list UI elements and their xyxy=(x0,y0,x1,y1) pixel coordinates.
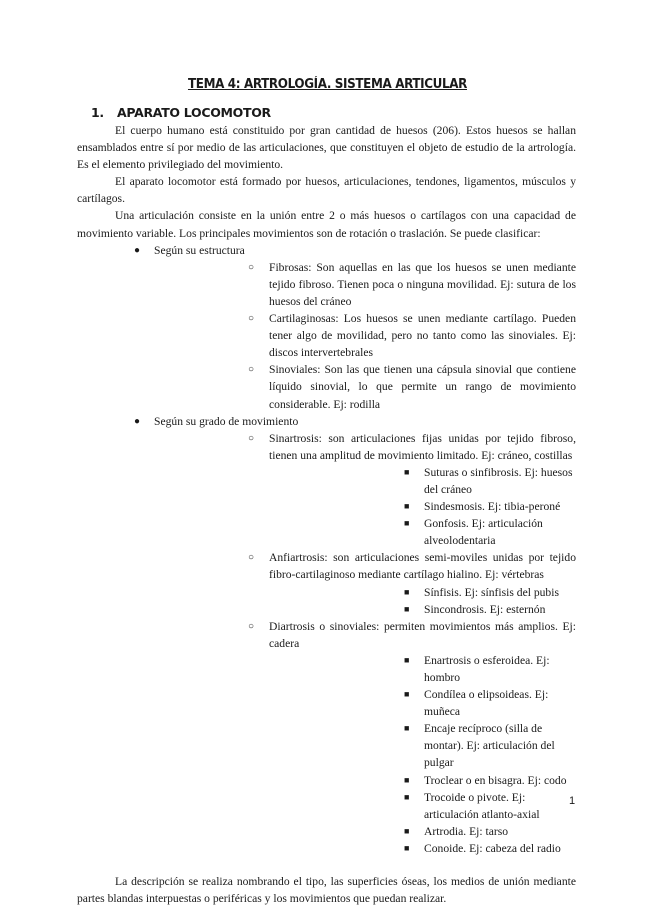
sublist xyxy=(154,430,576,857)
list-item xyxy=(269,515,576,549)
list-item-text: Trocoide o pivote. Ej: articulación atlanto-axial xyxy=(424,790,540,821)
bullet-filled-circle-icon: ● xyxy=(134,415,141,427)
list-item xyxy=(77,413,576,857)
section-heading xyxy=(91,104,271,121)
list-item-text: Artrodia. Ej: tarso xyxy=(424,824,509,838)
paragraph: El aparato locomotor está formado por huesos, articulaciones, tendones, ligamentos, músculos y cartílagos. xyxy=(77,175,576,206)
bullet-hollow-circle-icon: ○ xyxy=(248,552,255,564)
bullet-square-icon: ■ xyxy=(404,774,410,785)
bullet-hollow-circle-icon: ○ xyxy=(248,620,255,632)
list-item xyxy=(269,840,576,857)
list-item xyxy=(269,686,576,720)
list-item-text: Sincondrosis. Ej: esternón xyxy=(424,602,546,616)
bullet-hollow-circle-icon: ○ xyxy=(248,313,255,325)
paragraph: Una articulación consiste en la unión entre 2 o más huesos o cartílagos con una capacidad de movimiento variable. Los principales movimientos son de rotación o traslación. Se puede clasificar: xyxy=(77,209,576,240)
list-item-text: Anfiartrosis: son articulaciones semi-moviles unidas por tejido fibro-cartilaginoso mediante cartílago hialino. Ej: vértebras xyxy=(269,551,576,582)
spacer xyxy=(77,857,576,873)
classification-list xyxy=(77,242,576,857)
list-item-text: Diartrosis o sinoviales: permiten movimientos más amplios. Ej: cadera xyxy=(269,619,576,650)
list-item-text: Sindesmosis. Ej: tibia-peroné xyxy=(424,500,561,514)
list-item-text: Gonfosis. Ej: articulación alveolodentaria xyxy=(424,517,543,548)
list-item xyxy=(269,601,576,618)
list-item xyxy=(77,242,576,413)
sublist xyxy=(269,464,576,549)
document-title: TEMA 4: ARTROLOGÍA. SISTEMA ARTICULAR xyxy=(187,77,468,92)
list-item xyxy=(269,823,576,840)
section-title: APARATO LOCOMOTOR xyxy=(117,105,271,120)
list-item-text: Sínfisis. Ej: sínfisis del pubis xyxy=(424,585,559,599)
bullet-filled-circle-icon: ● xyxy=(134,244,141,256)
list-item xyxy=(154,361,576,412)
list-item-text: Fibrosas: Son aquellas en las que los huesos se unen mediante tejido fibroso. Tienen poca o ninguna movilidad. Ej: sutura de los huesos del cráneo xyxy=(269,260,576,308)
list-item xyxy=(269,464,576,498)
list-item xyxy=(154,430,576,550)
list-item-text: Enartrosis o esferoidea. Ej: hombro xyxy=(424,653,550,684)
bullet-square-icon: ■ xyxy=(404,603,410,614)
list-item-text: Condílea o elipsoideas. Ej: muñeca xyxy=(424,688,549,719)
list-item xyxy=(154,310,576,361)
closing-paragraph: La descripción se realiza nombrando el tipo, las superficies óseas, los medios de unión mediante partes blandas interpuestas o periféricas y los movimientos que puedan realizar. xyxy=(77,875,576,906)
bullet-square-icon: ■ xyxy=(404,586,410,597)
sublist xyxy=(269,652,576,857)
list-item xyxy=(269,584,576,601)
list-item-text: Cartilaginosas: Los huesos se unen mediante cartílago. Pueden tener algo de movilidad, pero no tanto como las sinoviales. Ej: discos intervertebrales xyxy=(269,312,576,360)
document-body xyxy=(77,122,576,907)
bullet-square-icon: ■ xyxy=(404,825,410,836)
list-item xyxy=(269,652,576,686)
list-item-text: Sinoviales: Son las que tienen una cápsula sinovial que contiene líquido sinovial, lo que permite un rango de movimiento considerable. Ej: rodilla xyxy=(269,363,576,411)
bullet-square-icon: ■ xyxy=(404,791,410,802)
page-number: 1 xyxy=(569,795,576,807)
bullet-square-icon: ■ xyxy=(404,842,410,853)
list-item-label: Según su grado de movimiento xyxy=(154,414,299,428)
list-item-text: Suturas o sinfibrosis. Ej: huesos del cráneo xyxy=(424,465,573,496)
list-item xyxy=(154,618,576,857)
list-item xyxy=(154,549,576,617)
list-item xyxy=(269,789,576,823)
bullet-square-icon: ■ xyxy=(404,518,410,529)
bullet-square-icon: ■ xyxy=(404,654,410,665)
bullet-hollow-circle-icon: ○ xyxy=(248,261,255,273)
list-item-text: Conoide. Ej: cabeza del radio xyxy=(424,841,561,855)
list-item-text: Encaje recíproco (silla de montar). Ej: articulación del pulgar xyxy=(424,722,555,770)
list-item xyxy=(269,772,576,789)
bullet-square-icon: ■ xyxy=(404,466,410,477)
list-item-label: Según su estructura xyxy=(154,243,245,257)
bullet-square-icon: ■ xyxy=(404,723,410,734)
bullet-square-icon: ■ xyxy=(404,689,410,700)
bullet-square-icon: ■ xyxy=(404,501,410,512)
sublist xyxy=(154,259,576,413)
bullet-hollow-circle-icon: ○ xyxy=(248,432,255,444)
section-number: 1. xyxy=(91,105,104,120)
list-item xyxy=(269,498,576,515)
list-item-text: Sinartrosis: son articulaciones fijas unidas por tejido fibroso, tienen una amplitud de movimiento limitado. Ej: cráneo, costillas xyxy=(269,431,576,462)
sublist xyxy=(269,584,576,618)
bullet-hollow-circle-icon: ○ xyxy=(248,364,255,376)
list-item-text: Troclear o en bisagra. Ej: codo xyxy=(424,773,567,787)
list-item xyxy=(269,720,576,771)
list-item xyxy=(154,259,576,310)
paragraph: El cuerpo humano está constituido por gran cantidad de huesos (206). Estos huesos se hallan ensamblados entre sí por medio de las articulaciones, que constituyen el objeto de estudio de la artrología. Es el elemento privilegiado del movimiento. xyxy=(77,124,576,172)
